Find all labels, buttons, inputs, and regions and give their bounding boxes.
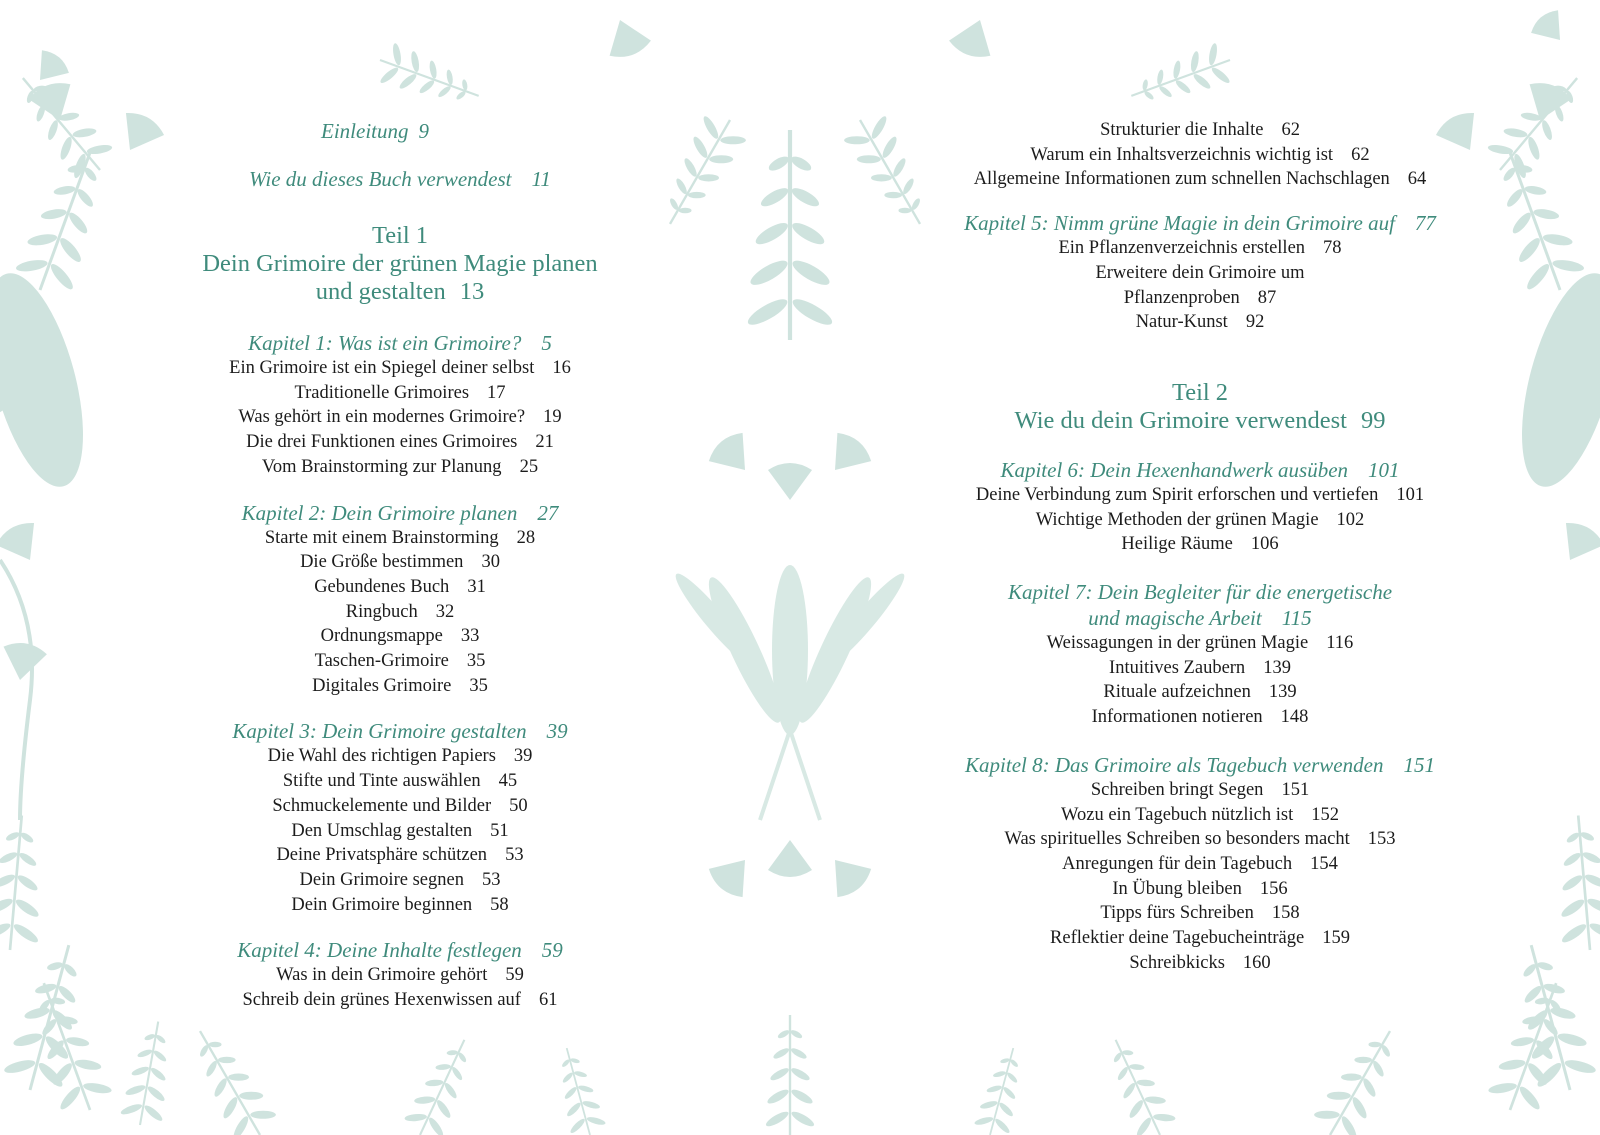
toc-entry[interactable]: Deine Privatsphäre schützen 53 — [276, 845, 524, 866]
toc-entry[interactable]: Schreibkicks 160 — [1129, 952, 1271, 973]
chapter-1-list — [180, 356, 620, 480]
toc-entry[interactable]: Wichtige Methoden der grünen Magie 102 — [1035, 509, 1365, 530]
chapter-3-heading[interactable]: Kapitel 3: Dein Grimoire gestalten 39 — [232, 719, 568, 744]
chapter-6-heading[interactable]: Kapitel 6: Dein Hexenhandwerk ausüben 101 — [1000, 457, 1400, 482]
toc-entry-intro[interactable]: Einleitung 9 — [321, 119, 429, 143]
part-1-heading[interactable]: Teil 1 Dein Grimoire der grünen Magie planen und gestalten 13 — [180, 222, 620, 306]
toc-entry[interactable]: Digitales Grimoire 35 — [312, 675, 488, 696]
toc-entry[interactable]: Pflanzenproben 87 — [1123, 287, 1277, 308]
chapter-3-list — [180, 744, 620, 917]
ginkgo-leaf-icon — [599, 12, 1000, 62]
branch-icon — [178, 1015, 1413, 1135]
part-label: Teil 1 — [371, 222, 429, 249]
chapter-4-list — [180, 963, 620, 1012]
chapter-5-list — [940, 236, 1460, 335]
toc-entry[interactable]: Allgemeine Informationen zum schnellen Nachschlagen 64 — [973, 169, 1427, 190]
toc-entry[interactable]: Weissagungen in der grünen Magie 116 — [1046, 633, 1354, 654]
chapter-7-heading[interactable]: Kapitel 7: Dein Begleiter für die energetische und magische Arbeit 115 — [1007, 580, 1393, 631]
part-2-heading[interactable] — [940, 379, 1460, 435]
toc-entry[interactable]: Anregungen für dein Tagebuch 154 — [1062, 853, 1338, 874]
toc-entry[interactable]: Ein Pflanzenverzeichnis erstellen 78 — [1058, 238, 1342, 259]
toc-entry[interactable]: Schreiben bringt Segen 151 — [1090, 779, 1310, 800]
toc-entry[interactable]: Strukturier die Inhalte 62 — [1100, 120, 1300, 140]
toc-entry[interactable]: Schreib dein grünes Hexenwissen auf 61 — [242, 990, 558, 1011]
toc-entry[interactable]: Starte mit einem Brainstorming 28 — [264, 527, 536, 548]
toc-entry[interactable]: Schmuckelemente und Bilder 50 — [272, 795, 528, 816]
toc-entry[interactable]: Deine Verbindung zum Spirit erforschen und vertiefen 101 — [975, 484, 1425, 505]
toc-entry[interactable]: Reflektier deine Tagebucheinträge 159 — [1050, 928, 1350, 949]
part-title: Wie du dein Grimoire verwendest 99 — [1014, 406, 1386, 434]
chapter-4-heading[interactable]: Kapitel 4: Deine Inhalte festlegen 59 — [237, 938, 563, 963]
toc-right-page — [940, 118, 1460, 975]
chapter-8-heading[interactable]: Kapitel 8: Das Grimoire als Tagebuch verwenden 151 — [965, 752, 1435, 777]
toc-entry[interactable]: Informationen notieren 148 — [1091, 707, 1309, 728]
chapter-8-list — [940, 778, 1460, 976]
toc-entry[interactable]: Traditionelle Grimoires 17 — [294, 382, 506, 403]
toc-entry[interactable]: Was gehört in ein modernes Grimoire? 19 — [238, 407, 562, 428]
chapter-7-list — [940, 631, 1460, 730]
chapter-2-list — [180, 526, 620, 699]
toc-entry[interactable]: Taschen-Grimoire 35 — [314, 651, 486, 672]
chapter-2-heading[interactable]: Kapitel 2: Dein Grimoire planen 27 — [241, 500, 559, 525]
toc-entry[interactable]: Wozu ein Tagebuch nützlich ist 152 — [1061, 804, 1339, 825]
toc-entry[interactable]: Ordnungsmappe 33 — [320, 626, 480, 647]
toc-entry[interactable]: In Übung bleiben 156 — [1112, 878, 1288, 899]
toc-entry[interactable]: Die Größe bestimmen 30 — [300, 552, 500, 573]
toc-entry[interactable]: Warum ein Inhaltsverzeichnis wichtig ist 62 — [1030, 144, 1370, 165]
fern-icon — [0, 61, 122, 496]
chapter-5-heading[interactable]: Kapitel 5: Nimm grüne Magie in dein Grimoire auf 77 — [964, 211, 1436, 236]
toc-entry[interactable]: Intuitives Zaubern 139 — [1109, 657, 1291, 678]
chapter-4-continued-list — [940, 118, 1460, 192]
toc-entry[interactable]: Den Umschlag gestalten 51 — [291, 820, 509, 841]
chapter-6-list — [940, 483, 1460, 557]
toc-entry[interactable]: Was spirituelles Schreiben so besonders macht 153 — [1004, 829, 1396, 850]
toc-entry[interactable]: Tipps fürs Schreiben 158 — [1100, 903, 1300, 924]
toc-left-page — [180, 118, 620, 1013]
part-title: Dein Grimoire der grünen Magie planen — [202, 250, 598, 277]
toc-entry[interactable]: Rituale aufzeichnen 139 — [1103, 682, 1297, 703]
toc-entry[interactable]: Stifte und Tinte auswählen 45 — [282, 771, 518, 792]
toc-entry[interactable]: Vom Brainstorming zur Planung 25 — [261, 456, 539, 477]
toc-entry[interactable]: Erweitere dein Grimoire um — [1095, 262, 1305, 283]
toc-entry-howto[interactable]: Wie du dieses Buch verwendest 11 — [249, 167, 551, 191]
toc-entry[interactable]: Was in dein Grimoire gehört 59 — [276, 965, 524, 986]
part-label: Teil 2 — [1171, 378, 1229, 406]
toc-entry[interactable]: Natur-Kunst 92 — [1135, 312, 1265, 333]
toc-entry[interactable]: Dein Grimoire segnen 53 — [299, 869, 501, 890]
toc-entry[interactable]: Die drei Funktionen eines Grimoires 21 — [246, 432, 554, 453]
toc-entry[interactable]: Gebundenes Buch 31 — [314, 576, 486, 597]
fern-icon — [1478, 61, 1600, 1120]
toc-entry[interactable]: Ringbuch 32 — [345, 601, 455, 622]
eucalyptus-leaf-icon — [669, 565, 911, 820]
chapter-1-heading[interactable]: Kapitel 1: Was ist ein Grimoire? 5 — [248, 331, 552, 355]
toc-entry[interactable]: Die Wahl des richtigen Papiers 39 — [267, 746, 533, 767]
toc-entry[interactable]: Dein Grimoire beginnen 58 — [291, 894, 509, 915]
toc-entry[interactable]: Heilige Räume 106 — [1121, 534, 1279, 555]
toc-entry[interactable]: Ein Grimoire ist ein Spiegel deiner selbst 16 — [229, 358, 571, 378]
